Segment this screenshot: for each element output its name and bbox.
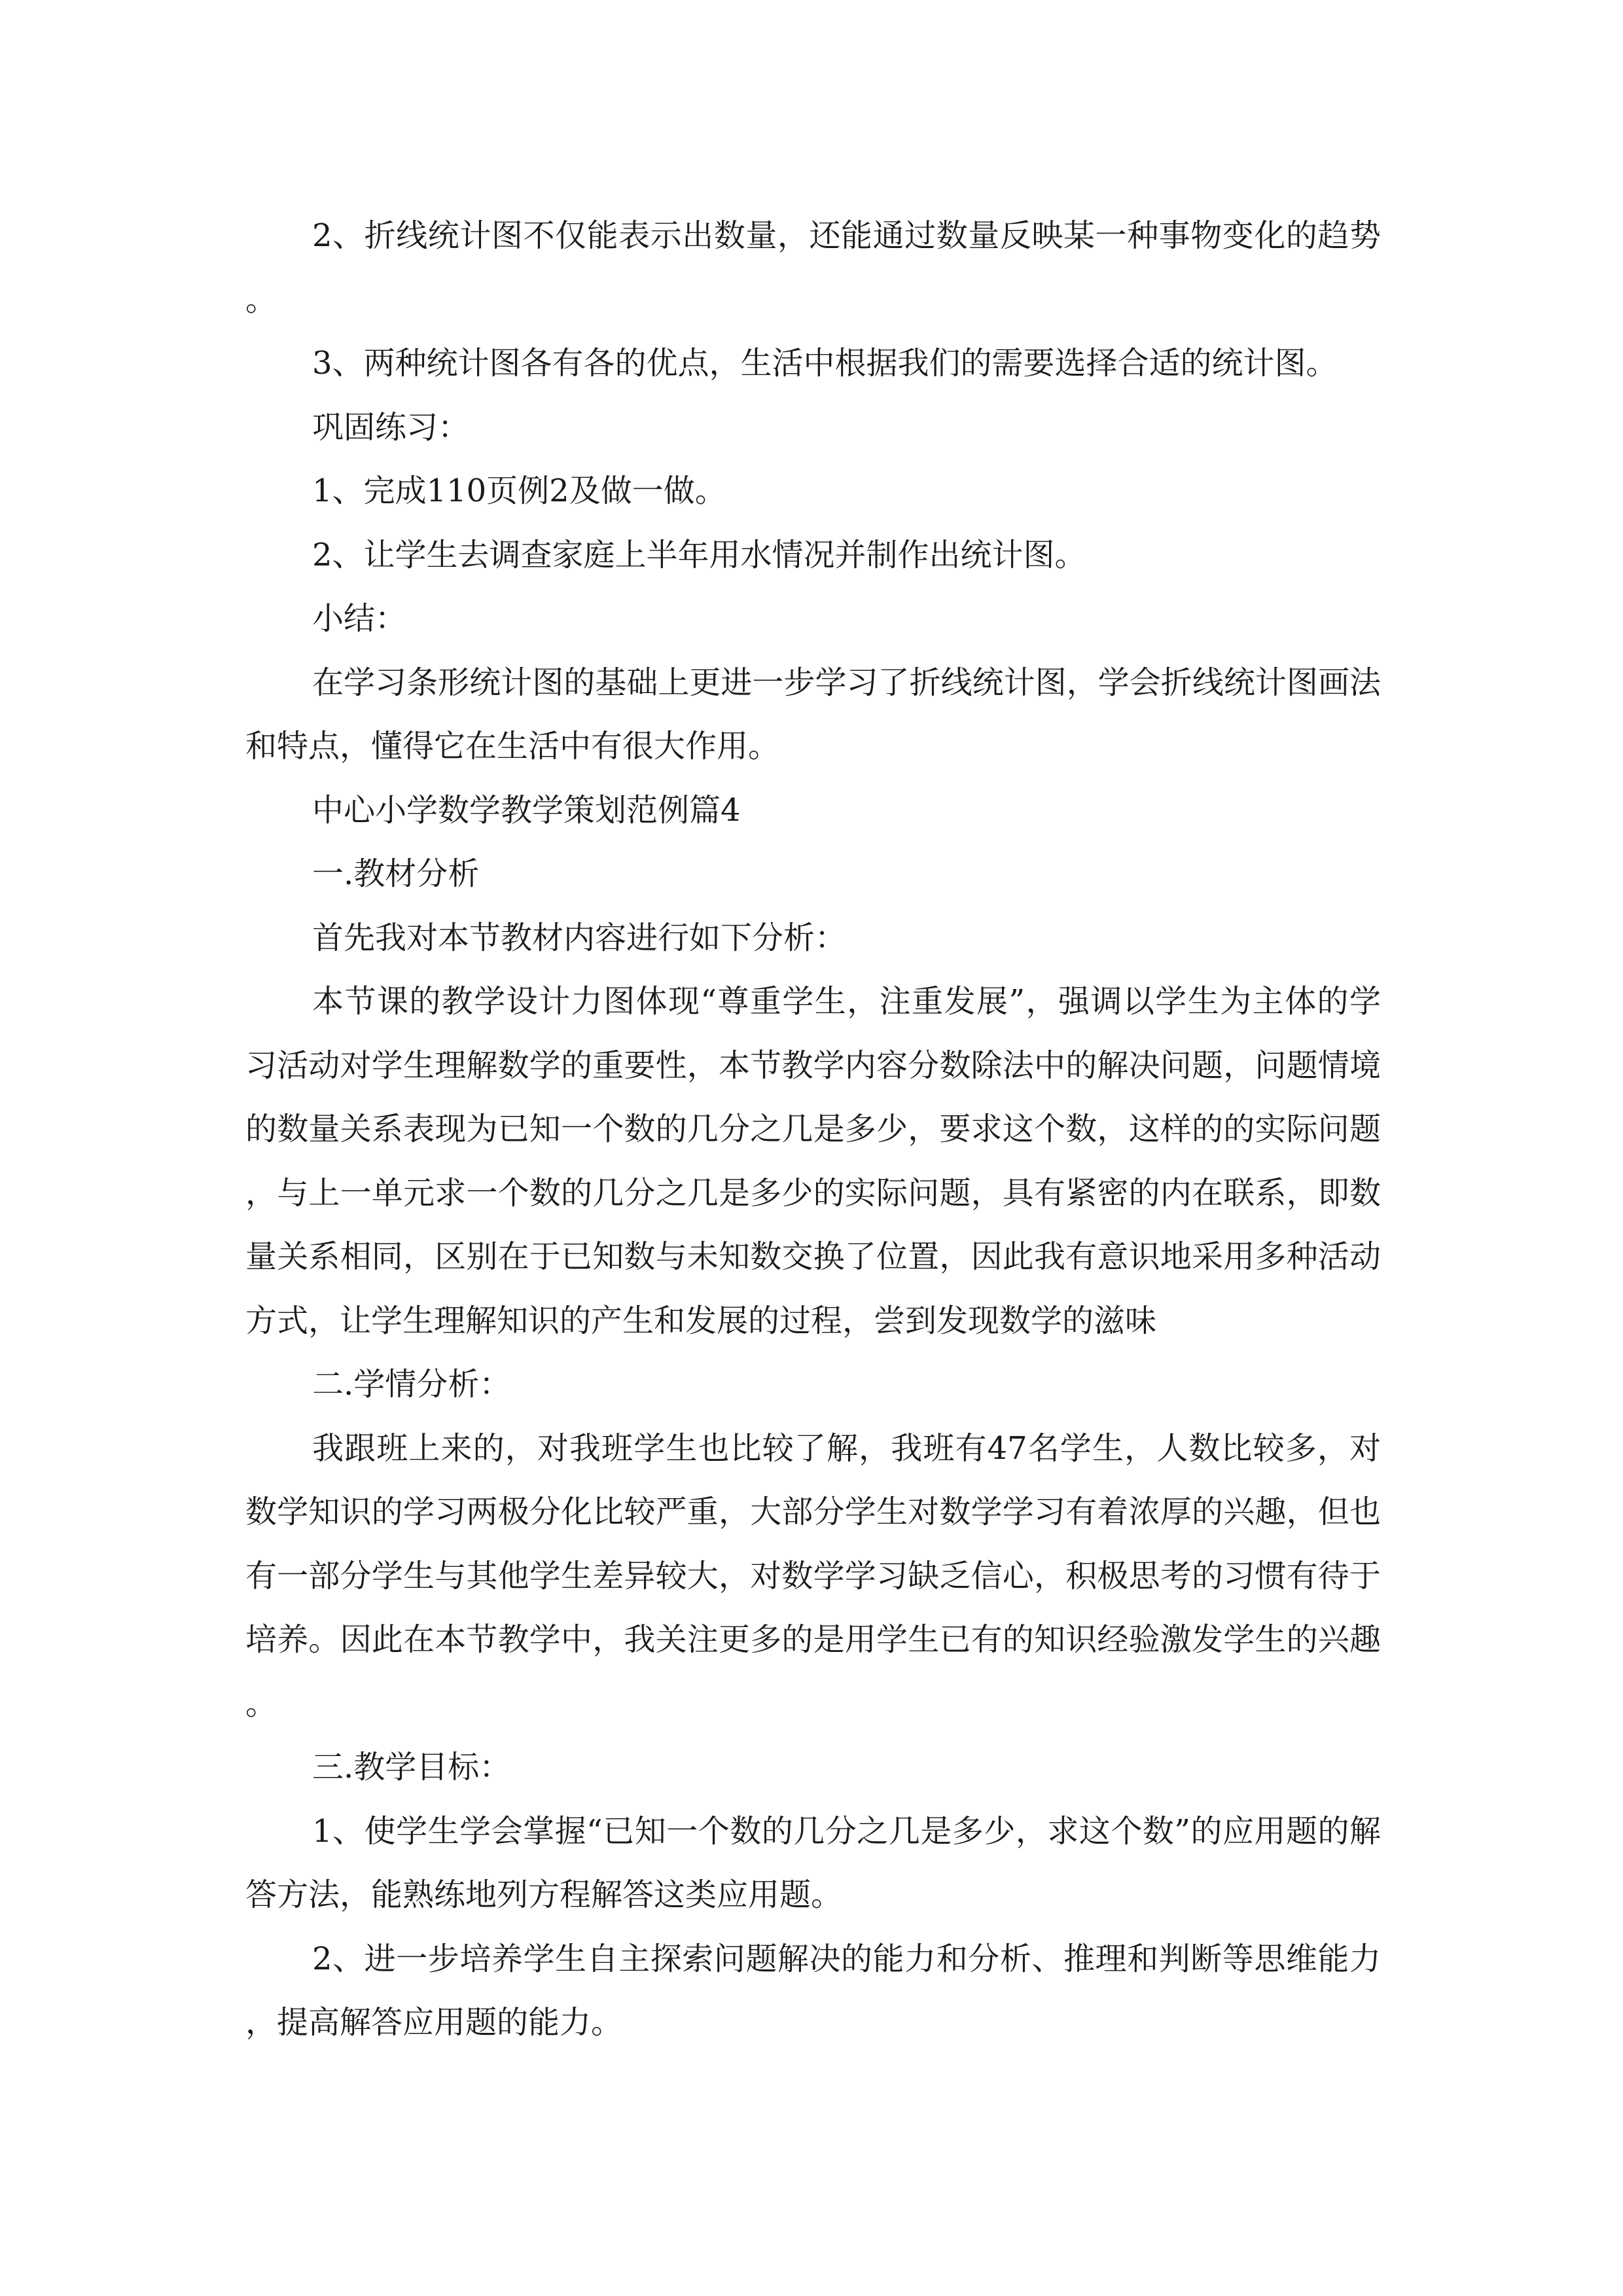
paragraph-line-chart-trend: 2、折线统计图不仅能表示出数量，还能通过数量反映某一种事物变化的趋势。	[245, 217, 1381, 318]
document-page	[245, 204, 1381, 2055]
paragraph-goal-1: 1、使学生学会掌握“已知一个数的几分之几是多少，求这个数”的应用题的解答方法，能熟练地列方程解答这类应用题。	[245, 1812, 1381, 1913]
section-title: 中心小学数学教学策划范例篇4	[312, 791, 741, 829]
paragraph-student-analysis: 我跟班上来的，对我班学生也比较了解，我班有47名学生，人数比较多，对数学知识的学习两极分化比较严重，大部分学生对数学学习有着浓厚的兴趣，但也有一部分学生与其他学生差异较大，对数学学习缺乏信心，积极思考的习惯有待于培养。因此在本节教学中，我关注更多的是用学生已有的知识经验激发学生的兴趣。	[245, 1429, 1381, 1722]
paragraph-goal-2: 2、进一步培养学生自主探索问题解决的能力和分析、推理和判断等思维能力，提高解答应用题的能力。	[245, 1940, 1381, 2041]
paragraph-practice-1: 1、完成110页例2及做一做。	[312, 473, 726, 509]
paragraph-chart-advantages: 3、两种统计图各有各的优点，生活中根据我们的需要选择合适的统计图。	[312, 345, 1338, 382]
paragraph-practice-2: 2、让学生去调查家庭上半年用水情况并制作出统计图。	[312, 536, 1086, 573]
paragraph-analysis-body: 本节课的教学设计力图体现“尊重学生，注重发展”，强调以学生为主体的学习活动对学生理解数学的重要性，本节教学内容分数除法中的解决问题，问题情境的数量关系表现为已知一个数的几分之几是多少，要求这个数，这样的的实际问题，与上一单元求一个数的几分之几是多少的实际问题，具有紧密的内在联系，即数量关系相同，区别在于已知数与未知数交换了位置，因此我有意识地采用多种活动方式，让学生理解知识的产生和发展的过程，尝到发现数学的滋味	[245, 983, 1381, 1339]
heading-student-analysis: 二.学情分析：	[312, 1366, 511, 1403]
paragraph-summary: 在学习条形统计图的基础上更进一步学习了折线统计图，学会折线统计图画法和特点，懂得它在生活中有很大作用。	[245, 664, 1381, 764]
heading-textbook-analysis: 一.教材分析	[312, 855, 480, 892]
heading-summary: 小结：	[312, 600, 407, 637]
heading-consolidation-practice: 巩固练习：	[312, 408, 470, 446]
heading-teaching-goals: 三.教学目标：	[312, 1749, 511, 1785]
paragraph-analysis-intro: 首先我对本节教材内容进行如下分析：	[312, 919, 847, 956]
